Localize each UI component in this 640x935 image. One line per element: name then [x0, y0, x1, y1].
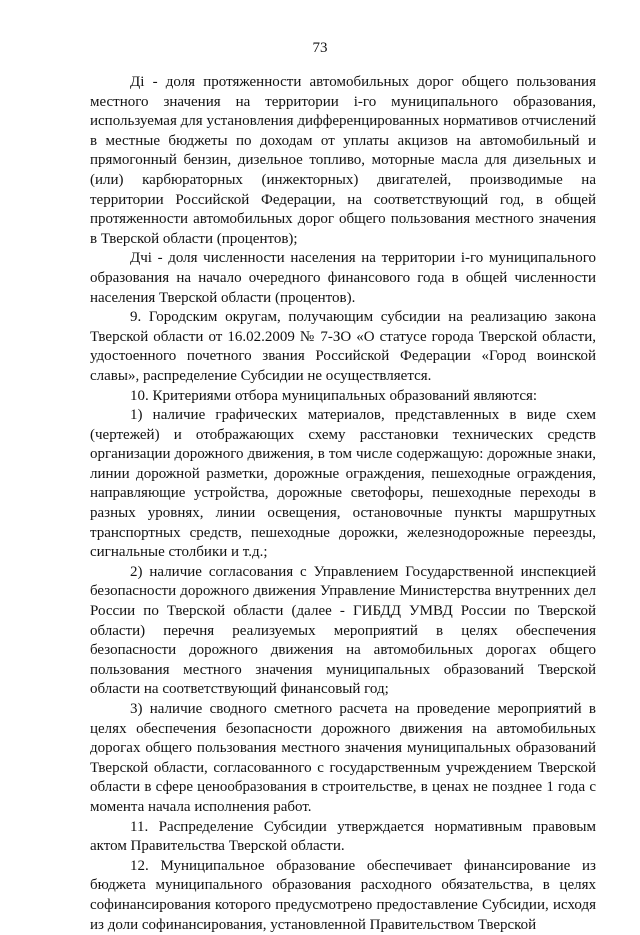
- paragraph-population-share-definition: Дчi - доля численности населения на территории i-го муниципального образования на начало очередного финансового года в общей численности населения Тверской области (процентов).: [90, 250, 596, 306]
- criterion-2-gibdd-approval: 2) наличие согласования с Управлением Государственной инспекцией безопасности дорожного движения Управление Министерства внутренних дел России по Тверской области (далее - ГИБДД УМВД России по Тверской области) перечня реализуемых мероприятий в целях обеспечения безопасности дорожного движения на автомобильных дорогах общего пользования местного значения муниципальных образований Тверской области на соответствующий финансовый год;: [90, 563, 596, 698]
- paragraph-10-selection-criteria: 10. Критериями отбора муниципальных образований являются:: [130, 387, 538, 404]
- paragraph-12-cofinancing: 12. Муниципальное образование обеспечивает финансирование из бюджета муниципального образования расходного обязательства, в целях софинансирования которого предусмотрено предоставление Субсидии, исходя из доли софинансирования, установленной Правительством Тверской: [90, 857, 596, 933]
- document-body: [90, 73, 596, 935]
- criterion-1-graphic-materials: 1) наличие графических материалов, представленных в виде схем (чертежей) и отображающих схему расстановки технических средств организации дорожного движения, в том числе содержащую: дорожные знаки, линии дорожной разметки, дорожные ограждения, пешеходные ограждения, направляющие устройства, дорожные светофоры, пешеходные переходы в разных уровнях, линии освещения, остановочные пункты маршрутных транспортных средств, пешеходные дорожки, железнодорожные переезды, сигнальные столбики и т.д.;: [90, 407, 596, 561]
- page-number: 73: [312, 40, 328, 56]
- paragraph-road-share-definition: Дi - доля протяженности автомобильных дорог общего пользования местного значения на территории i-го муниципального образования, используемая для установления дифференцированных нормативов отчислений в местные бюджеты по доходам от уплаты акцизов на автомобильный и прямогонный бензин, дизельное топливо, моторные масла для дизельных и (или) карбюраторных (инжекторных) двигателей, производимые на территории Российской Федерации, на соответствующий год, в общей протяженности автомобильных дорог общего пользования местного значения в Тверской области (процентов);: [90, 74, 596, 247]
- paragraph-11-distribution: 11. Распределение Субсидии утверждается нормативным правовым актом Правительства Тверской области.: [90, 818, 596, 855]
- criterion-3-cost-estimate: 3) наличие сводного сметного расчета на проведение мероприятий в целях обеспечения безопасности дорожного движения на автомобильных дорогах общего пользования местного значения муниципальных образований Тверской области, согласованного с государственным учреждением Тверской области в сфере ценообразования в строительстве, в ценах не позднее 1 года с момента начала исполнения работ.: [90, 701, 596, 815]
- paragraph-9-urban-districts: 9. Городским округам, получающим субсидии на реализацию закона Тверской области от 16.02.2009 № 7-ЗО «О статусе города Тверской области, удостоенного почетного звания Российской Федерации «Город воинской славы», распределение Субсидии не осуществляется.: [90, 309, 596, 384]
